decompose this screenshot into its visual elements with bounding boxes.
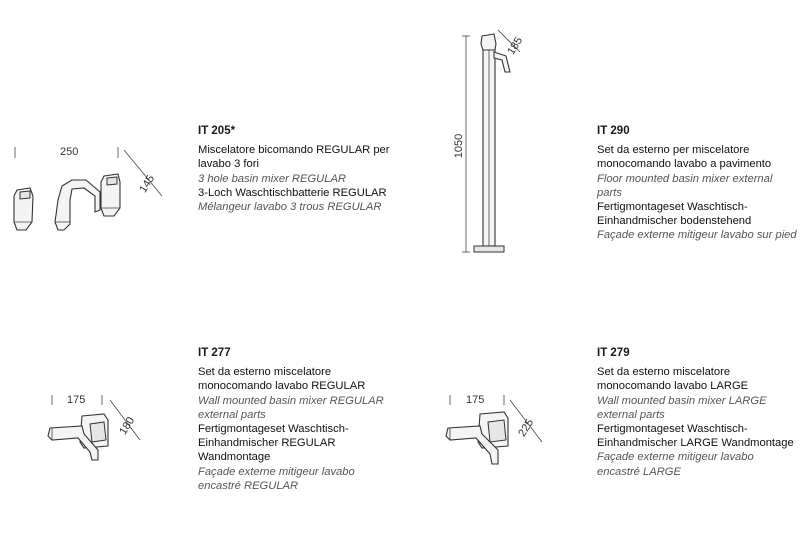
description-french: Façade externe mitigeur lavabo encastré LARGE (597, 451, 754, 478)
dimension-depth-label: 180 (117, 415, 138, 437)
product-code: IT 279 (597, 347, 630, 359)
description-french: Mélangeur lavabo 3 trous REGULAR (198, 201, 382, 214)
product-description (597, 124, 797, 243)
description-italian: Set da esterno per miscelatore monocomando lavabo a pavimento (597, 144, 772, 171)
description-french: Façade externe mitigeur lavabo encastré REGULAR (198, 465, 355, 492)
dimension-reach-label: 175 (466, 394, 485, 406)
description-italian: Miscelatore bicomando REGULAR per lavabo 3 fori (198, 144, 390, 171)
dimension-depth-label: 145 (137, 173, 158, 195)
description-german: Fertigmontageset Waschtisch-Einhandmischer bodenstehend (597, 201, 752, 228)
description-italian: Set da esterno miscelatore monocomando lavabo REGULAR (198, 366, 366, 393)
description-english: 3 hole basin mixer REGULAR (198, 172, 346, 185)
description-italian: Set da esterno miscelatore monocomando lavabo LARGE (597, 366, 749, 393)
dimension-height-label: 1050 (453, 133, 466, 159)
description-german: Fertigmontageset Waschtisch-Einhandmischer LARGE Wandmontage (597, 423, 794, 450)
dimension-reach-label: 175 (67, 394, 86, 406)
product-code: IT 205* (198, 125, 236, 137)
dimension-width-label: 250 (60, 146, 79, 158)
description-english: Wall mounted basin mixer LARGE external parts (597, 394, 767, 421)
description-french: Façade externe mitigeur lavabo sur pied (597, 229, 797, 242)
product-code: IT 290 (597, 125, 630, 137)
description-english: Floor mounted basin mixer external parts (597, 172, 773, 199)
description-english: Wall mounted basin mixer REGULAR external parts (198, 394, 384, 421)
description-german: 3-Loch Waschtischbatterie REGULAR (198, 186, 387, 199)
description-german: Fertigmontageset Waschtisch-Einhandmischer REGULAR Wandmontage (198, 423, 349, 464)
dimension-depth-label: 225 (516, 417, 537, 439)
dimension-reach-label: 185 (505, 35, 526, 57)
product-code: IT 277 (198, 347, 231, 359)
product-description (597, 346, 797, 479)
